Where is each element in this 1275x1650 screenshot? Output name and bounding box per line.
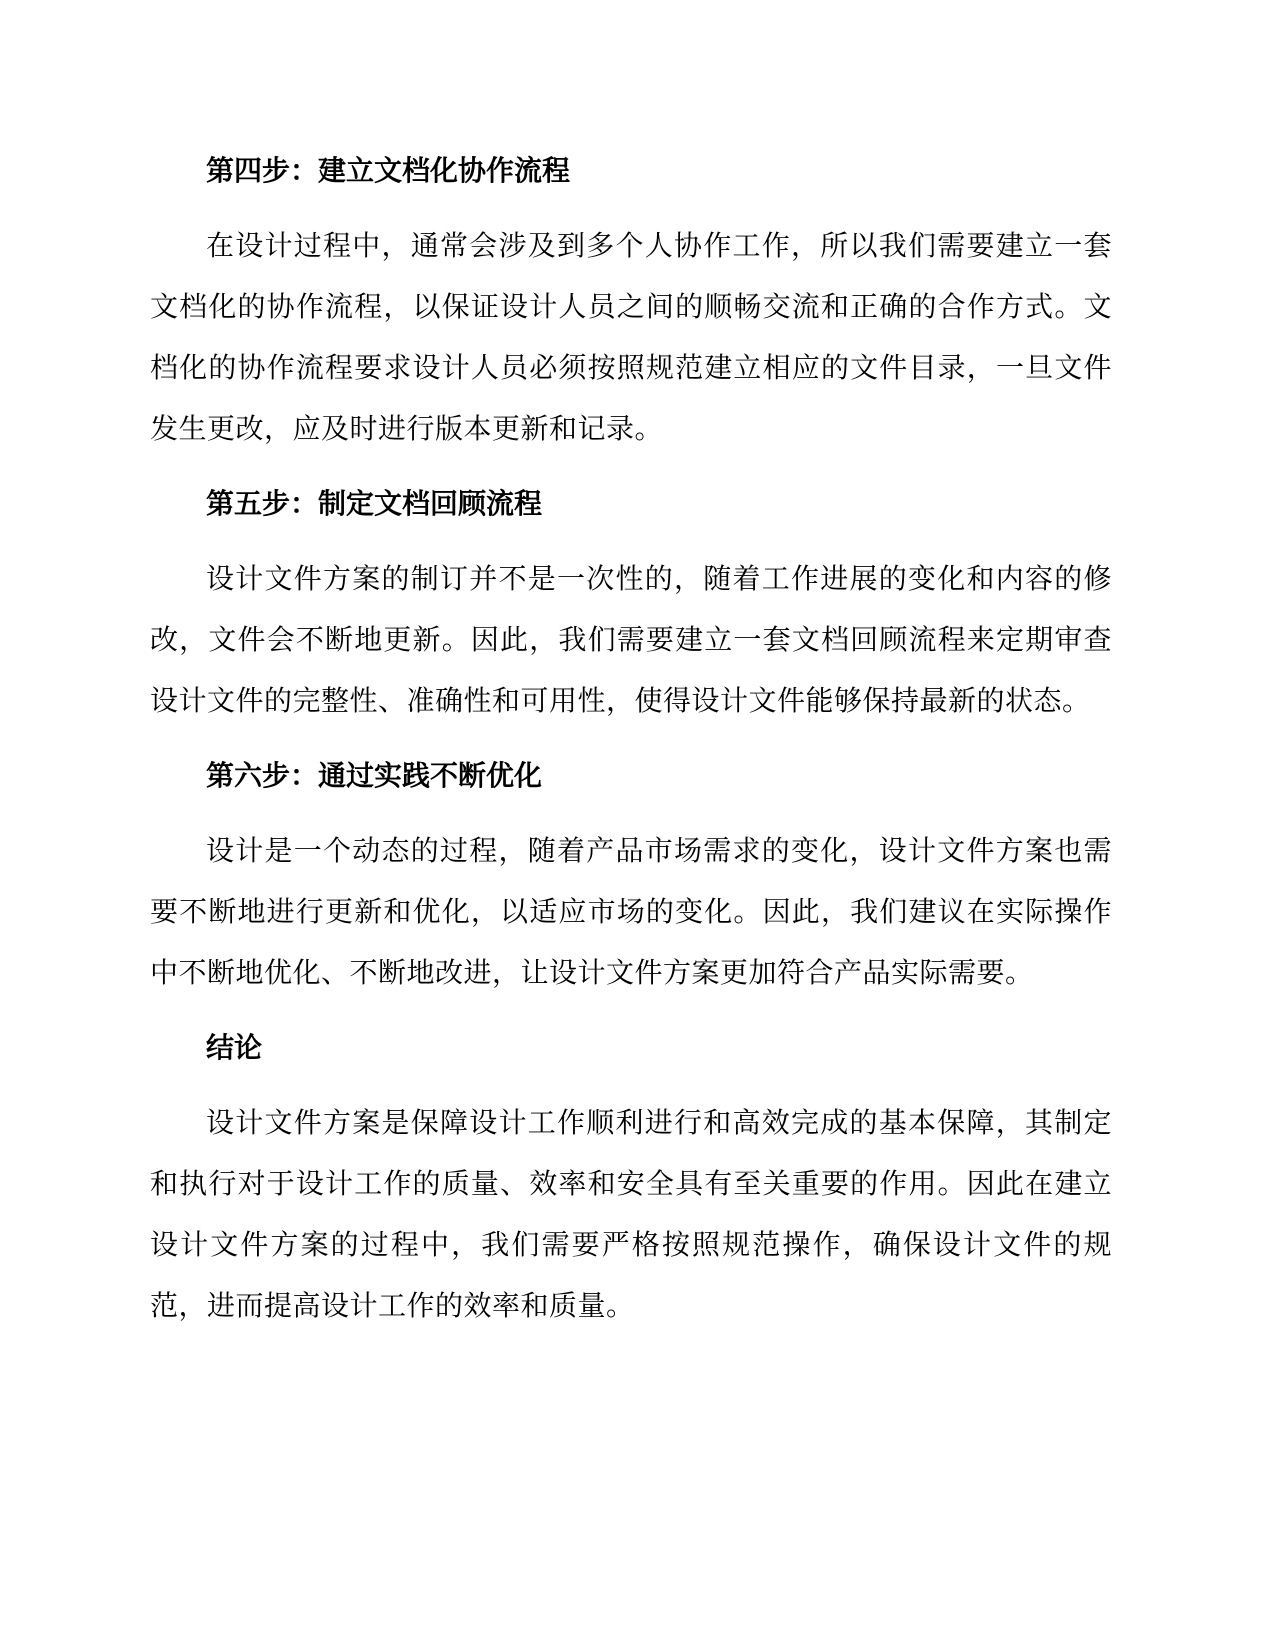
section-heading-conclusion: 结论 [206,1031,263,1064]
section-heading-step-5: 第五步：制定文档回顾流程 [206,487,543,520]
section-paragraph-step-4: 在设计过程中，通常会涉及到多个人协作工作，所以我们需要建立一套文档化的协作流程，以保证设计人员之间的顺畅交流和正确的合作方式。文档化的协作流程要求设计人员必须按照规范建立相应的文件目录，一旦文件发生更改，应及时进行版本更新和记录。 [150,229,1112,445]
section-heading-step-6: 第六步：通过实践不断优化 [206,759,543,792]
document-page [150,140,1112,1350]
section-paragraph-step-5: 设计文件方案的制订并不是一次性的，随着工作进展的变化和内容的修改，文件会不断地更新。因此，我们需要建立一套文档回顾流程来定期审查设计文件的完整性、准确性和可用性，使得设计文件能够保持最新的状态。 [150,562,1112,717]
section-paragraph-step-6: 设计是一个动态的过程，随着产品市场需求的变化，设计文件方案也需要不断地进行更新和优化，以适应市场的变化。因此，我们建议在实际操作中不断地优化、不断地改进，让设计文件方案更加符合产品实际需要。 [150,834,1112,989]
section-paragraph-conclusion: 设计文件方案是保障设计工作顺利进行和高效完成的基本保障，其制定和执行对于设计工作的质量、效率和安全具有至关重要的作用。因此在建立设计文件方案的过程中，我们需要严格按照规范操作，确保设计文件的规范，进而提高设计工作的效率和质量。 [150,1106,1112,1322]
section-heading-step-4: 第四步：建立文档化协作流程 [206,154,571,187]
